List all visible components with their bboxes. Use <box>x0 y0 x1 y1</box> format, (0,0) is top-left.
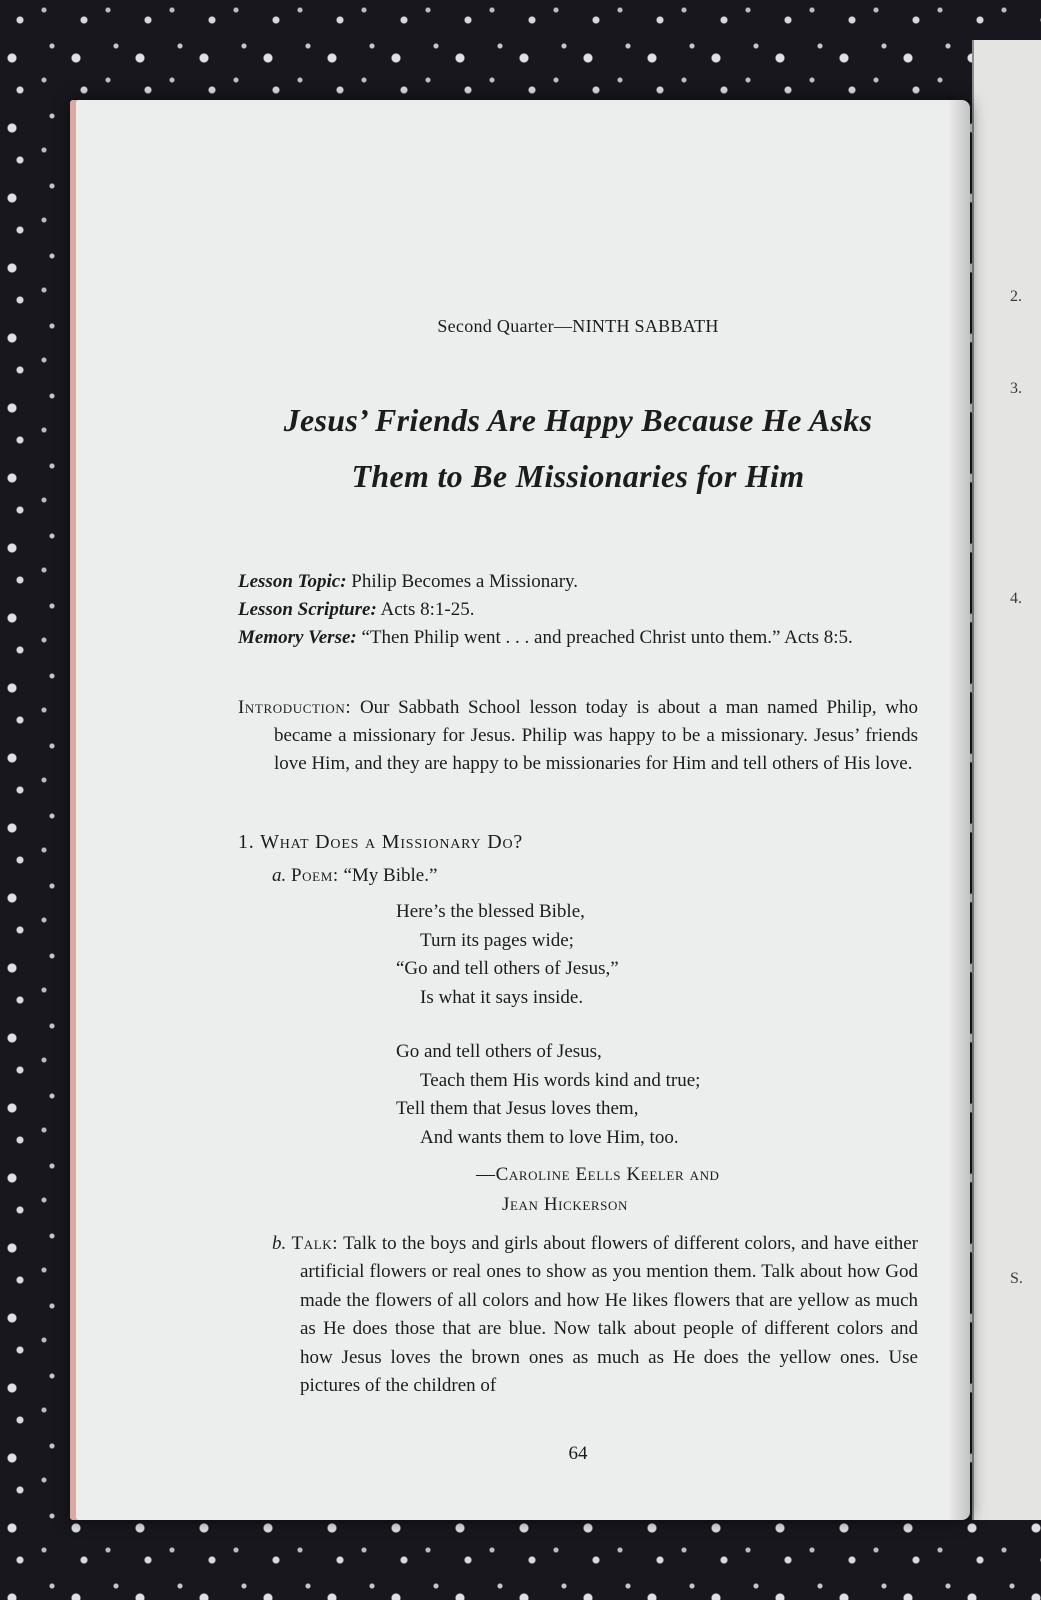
adjacent-page-fragment: 2. <box>1010 288 1022 305</box>
lesson-topic <box>238 568 918 596</box>
section-number: 1. <box>238 831 255 853</box>
poem-label: Poem: <box>291 865 339 886</box>
adjacent-page-fragment: 4. <box>1010 590 1022 607</box>
lesson-scripture-label: Lesson Scripture: <box>238 599 377 620</box>
spine-shadow <box>948 100 970 1520</box>
introduction-label: Introduction: <box>238 697 352 718</box>
poem-line: Teach them His words kind and true; <box>420 1069 701 1091</box>
page-number: 64 <box>568 1443 588 1464</box>
section-heading <box>238 828 523 856</box>
poem-author-line-2: Jean Hickerson <box>502 1194 628 1215</box>
adjacent-page-fragment: 3. <box>1010 380 1022 397</box>
memory-verse-value: “Then Philip went . . . and preached Christ unto them.” Acts 8:5. <box>356 627 853 648</box>
lesson-meta <box>238 568 918 652</box>
poem-body <box>396 898 896 1152</box>
poem-heading <box>272 862 437 890</box>
lesson-title-line-1: Jesus’ Friends Are Happy Because He Asks <box>283 402 873 438</box>
stanza-gap <box>396 1012 896 1038</box>
poem-line: Tell them that Jesus loves them, <box>396 1098 639 1119</box>
introduction <box>238 694 918 778</box>
lesson-title-line-2: Them to Be Missionaries for Him <box>351 458 805 494</box>
memory-verse <box>238 624 918 652</box>
memory-verse-label: Memory Verse: <box>238 627 357 648</box>
lesson-topic-value: Philip Becomes a Missionary. <box>346 571 579 592</box>
lesson-title <box>238 392 918 504</box>
page-header: Second Quarter—NINTH SABBATH <box>437 316 719 336</box>
lesson-topic-label: Lesson Topic: <box>238 571 347 592</box>
talk-text: Talk to the boys and girls about flowers of different colors, and have either artificial flowers or real ones to show as you mention them. Talk about how God made the flowers of all colors and how He likes flowers that are yellow as much as He does those that are blue. Now talk about people of different colors and how Jesus loves the brown ones as much as He does the yellow ones. Use pictures of the children of <box>300 1233 919 1397</box>
poem-line: Here’s the blessed Bible, <box>396 901 585 922</box>
adjacent-page <box>972 40 1041 1520</box>
introduction-text: Our Sabbath School lesson today is about a man named Philip, who became a missionary for Jesus. Philip was happy to be a missionary. Jesus’ friends love Him, and they are happy to be missionaries for Him and tell others of His love. <box>274 697 918 774</box>
talk-marker: b. <box>272 1233 287 1254</box>
lesson-scripture-value: Acts 8:1-25. <box>376 599 475 620</box>
poem-author <box>476 1160 720 1220</box>
section-title: What Does a Missionary Do? <box>260 831 524 853</box>
poem-line: Is what it says inside. <box>420 986 584 1008</box>
poem-line: “Go and tell others of Jesus,” <box>396 958 619 979</box>
poem-line: And wants them to love Him, too. <box>420 1126 679 1148</box>
poem-line: Turn its pages wide; <box>420 929 574 951</box>
lesson-scripture <box>238 596 918 624</box>
poem-author-line-1: —Caroline Eells Keeler and <box>476 1164 720 1185</box>
book-page <box>70 100 970 1520</box>
poem-marker: a. <box>272 865 287 886</box>
poem-title: “My Bible.” <box>338 865 438 886</box>
talk-label: Talk: <box>291 1233 339 1254</box>
poem-line: Go and tell others of Jesus, <box>396 1041 602 1062</box>
adjacent-page-fragment: S. <box>1010 1270 1023 1287</box>
talk-paragraph <box>272 1230 918 1400</box>
